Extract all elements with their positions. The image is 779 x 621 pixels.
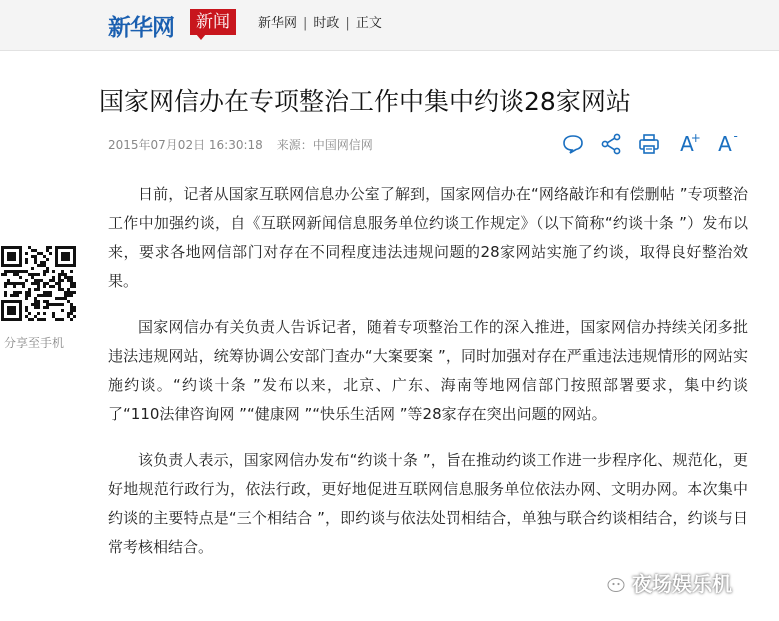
breadcrumb-home[interactable]: 新华网	[258, 16, 298, 31]
site-header	[0, 0, 779, 51]
news-channel-logo[interactable]: 新闻	[190, 9, 236, 35]
wechat-watermark	[596, 568, 732, 597]
article-meta	[108, 136, 373, 153]
article-source: 来源：中国网信网	[276, 138, 373, 152]
font-decrease-icon[interactable]: A -	[718, 129, 738, 156]
publish-date: 2015年07月02日 16:30:18	[108, 138, 263, 152]
breadcrumb-politics[interactable]: 时政	[313, 16, 340, 31]
article-body	[108, 180, 748, 579]
breadcrumb	[258, 12, 382, 31]
share-to-phone-label[interactable]: 分享至手机	[4, 336, 65, 350]
breadcrumb-separator: |	[345, 16, 350, 31]
print-icon[interactable]	[638, 133, 660, 155]
qr-code	[0, 245, 78, 323]
article-paragraph: 该负责人表示，国家网信办发布“约谈十条 ”，旨在推动约谈工作进一步程序化、规范化，更好地规范行政行为，依法行政，更好地促进互联网信息服务单位依法办网、文明办网。本次集中约谈的主要特点是“三个相结合 ”，即约谈与依法处罚相结合，单独与联合约谈相结合，约谈与日常考核相结合。	[108, 451, 748, 556]
article-toolbar	[562, 130, 752, 158]
article-title: 国家网信办在专项整治工作中集中约谈28家网站	[99, 87, 631, 116]
article-paragraph: 日前，记者从国家互联网信息办公室了解到，国家网信办在“网络敲诈和有偿删帖 ”专项整治工作中加强约谈，自《互联网新闻信息服务单位约谈工作规定》（以下简称“约谈十条 ”）发布以来，要求各地网信部门对存在不同程度违法违规问题的28家网站实施了约谈，取得良好整治效果。	[108, 185, 748, 290]
share-icon[interactable]	[600, 133, 622, 155]
breadcrumb-current: 正文	[355, 16, 382, 31]
watermark-text: 夜场娱乐机	[632, 572, 732, 596]
wechat-icon	[596, 571, 626, 595]
breadcrumb-separator: |	[303, 16, 308, 31]
article-paragraph: 国家网信办有关负责人告诉记者，随着专项整治工作的深入推进，国家网信办持续关闭多批违法违规网站，统筹协调公安部门查办“大案要案 ”，同时加强对存在严重违法违规情形的网站实施约谈。“约谈十条 ”发布以来，北京、广东、海南等地网信部门按照部署要求，集中约谈了“110法律咨询网 ”“健康网 ”“快乐生活网 ”等28家存在突出问题的网站。	[108, 318, 748, 423]
site-logo[interactable]: 新华网	[108, 14, 174, 41]
font-increase-icon[interactable]: A +	[680, 131, 701, 156]
comment-icon[interactable]	[562, 133, 584, 155]
